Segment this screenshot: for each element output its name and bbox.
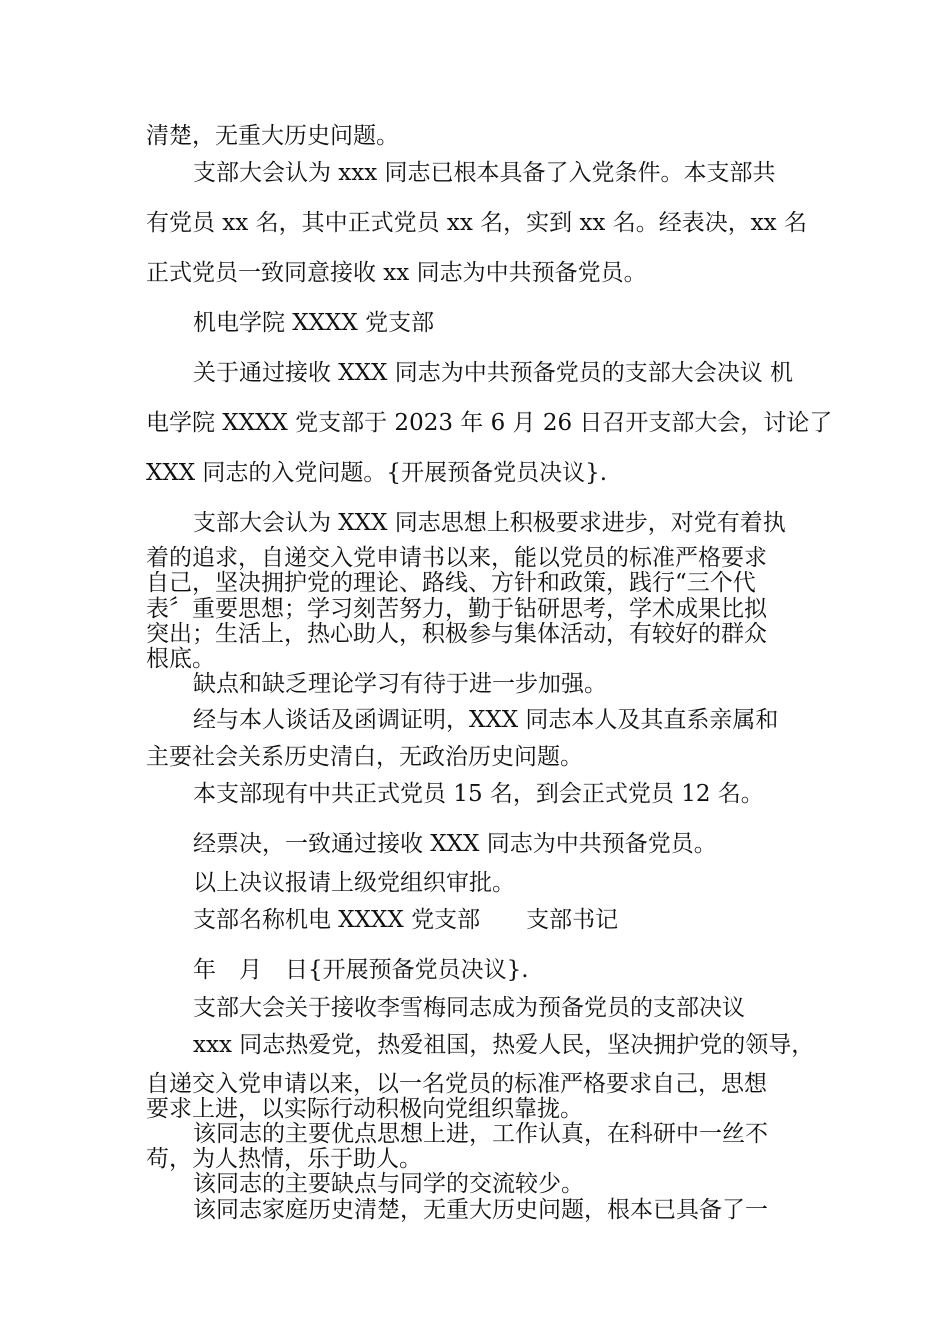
text-line: 自递交入党申请以来，以一名党员的标准严格要求自己，思想 [146,1071,767,1097]
text-line: 年 月 日{开展预备党员决议}. [193,957,529,983]
text-line: 该同志的主要缺点与同学的交流较少。 [193,1171,584,1197]
text-line: 表〞重要思想；学习刻苦努力，勤于钻研思考，学术成果比拟 [146,596,767,622]
text-line: 经与本人谈话及函调证明，XXX 同志本人及其直系亲属和 [193,707,779,733]
text-line: 支部大会关于接收李雪梅同志成为预备党员的支部决议 [193,995,745,1021]
text-line: 着的追求，自递交入党申请书以来，能以党员的标准严格要求 [146,545,767,571]
text-line: 清楚，无重大历史问题。 [146,123,399,149]
text-line: 电学院 XXXX 党支部于 2023 年 6 月 26 日召开支部大会，讨论了 [146,410,833,436]
text-line: 支部大会认为 XXX 同志思想上积极要求进步，对党有着执 [193,510,786,536]
text-line: 自己，坚决拥护党的理论、路线、方针和政策，践行“三个代 [146,570,756,596]
text-line: XXX 同志的入党问题。{开展预备党员决议}. [146,460,608,486]
text-line: 突出；生活上，热心助人，积极参与集体活动，有较好的群众 [146,621,767,647]
text-line: 苟，为人热情，乐于助人。 [146,1146,422,1172]
text-line: 根底。 [146,646,215,672]
text-line: 该同志家庭历史清楚，无重大历史问题，根本已具备了一 [193,1197,768,1223]
text-line: 主要社会关系历史清白，无政治历史问题。 [146,744,583,770]
text-line: 关于通过接收 XXX 同志为中共预备党员的支部大会决议 机 [193,360,794,386]
text-line: 有党员 xx 名，其中正式党员 xx 名，实到 xx 名。经表决，xx 名 [146,210,807,236]
text-line: 正式党员一致同意接收 xx 同志为中共预备党员。 [146,260,647,286]
text-line: 支部大会认为 xxx 同志已根本具备了入党条件。本支部共 [193,160,776,186]
text-line: 该同志的主要优点思想上进，工作认真，在科研中一丝不 [193,1121,768,1147]
text-line: 缺点和缺乏理论学习有待于进一步加强。 [193,671,607,697]
text-line: 经票决，一致通过接收 XXX 同志为中共预备党员。 [193,831,717,857]
text-line: 支部名称机电 XXXX 党支部 支部书记 [193,907,619,933]
text-line: 机电学院 XXXX 党支部 [193,310,435,336]
text-line: 要求上进，以实际行动积极向党组织靠拢。 [146,1096,583,1122]
text-line: 以上决议报请上级党组织审批。 [193,870,515,896]
text-line: 本支部现有中共正式党员 15 名，到会正式党员 12 名。 [193,781,764,807]
text-line: xxx 同志热爱党，热爱祖国，热爱人民，坚决拥护党的领导， [193,1032,815,1058]
